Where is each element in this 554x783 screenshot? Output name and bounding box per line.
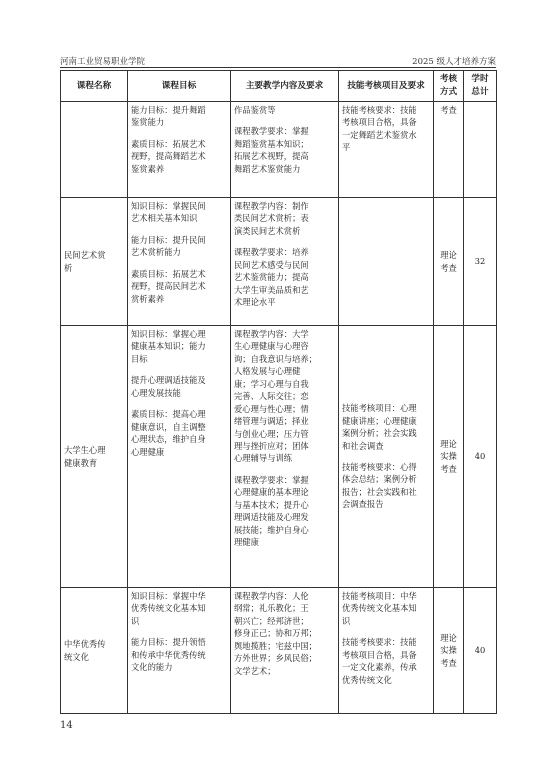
teaching-content-line: 类民间艺术赏析；表	[234, 213, 309, 224]
page-number: 14	[60, 720, 73, 731]
course-goal-line: 目标	[131, 353, 148, 364]
header-method-line: 方式	[439, 87, 458, 97]
course-name-cell	[61, 102, 128, 198]
skill-assessment-line: 技能考核要求：技能	[342, 637, 417, 648]
course-goal-line: 鉴赏素养	[131, 163, 165, 174]
course-goal-line: 能力目标：提升民间	[131, 234, 206, 245]
total-hours-cell: 40	[464, 326, 497, 588]
teaching-content-line: 展技能；维护自身心	[234, 524, 309, 535]
header-rule	[60, 67, 496, 68]
teaching-content-line: 舆地揽胜；宅兹中国；	[234, 640, 317, 651]
table-row	[61, 588, 497, 714]
teaching-content-line: 课程教学要求：掌握	[234, 126, 309, 137]
skill-assessment-cell	[339, 198, 434, 326]
teaching-content-line: 方外世界；乡风民俗；	[234, 653, 317, 664]
header-course-name: 课程名称	[61, 71, 128, 102]
cell-paragraph	[131, 374, 227, 399]
skill-assessment-line: 健康讲座；心理健康	[342, 415, 417, 426]
cell-paragraph	[234, 200, 335, 237]
assessment-method-line: 考查	[440, 657, 457, 668]
course-name-line: 民间艺术赏	[64, 250, 106, 261]
course-name-line: 大学生心理	[64, 445, 106, 456]
teaching-content-line: 术理论水平	[234, 297, 276, 308]
course-goal-line: 和传承中华优秀传统	[131, 649, 206, 660]
course-name-cell	[61, 588, 128, 714]
course-goal-line: 能力目标：提升舞蹈	[131, 105, 206, 115]
cell-paragraph	[234, 125, 335, 175]
header-hours-line: 总计	[471, 87, 489, 97]
course-table	[60, 70, 497, 714]
table-row	[61, 326, 497, 588]
teaching-content-line: 舞蹈鉴赏基本知识；	[234, 138, 309, 149]
course-goal-line: 鉴赏能力	[131, 117, 165, 128]
course-name-cell	[61, 198, 128, 326]
assessment-method-cell	[434, 326, 464, 588]
teaching-content-line: 绪管理与调适；择业	[234, 416, 309, 427]
teaching-content-line: 课程教学内容：人伦	[234, 591, 309, 601]
skill-assessment-line: 平	[342, 142, 351, 153]
skill-assessment-line: 考核项目合格，具备	[342, 649, 417, 660]
teaching-content-line: 完善、人际交往；恋	[234, 391, 309, 402]
table-header-row	[61, 71, 497, 102]
header-hours-line: 学时	[471, 74, 489, 85]
skill-assessment-line: 会调查报告	[342, 499, 384, 510]
assessment-method-line: 理论	[440, 632, 457, 643]
course-goal-line: 视野，提高舞蹈艺术	[131, 151, 206, 162]
course-goal-line: 知识目标：掌握民间	[131, 201, 206, 211]
skill-assessment-line: 考核项目合格，具备	[342, 117, 417, 128]
cell-paragraph	[131, 328, 227, 365]
header-document-title: 2025 级人才培养方案	[412, 57, 496, 67]
assessment-method-line: 考查	[440, 105, 457, 115]
total-hours-cell: 32	[464, 198, 497, 326]
skill-assessment-line: 一定文化素养，传承	[342, 662, 417, 673]
skill-assessment-line: 优秀传统文化	[342, 674, 392, 685]
table-row	[61, 198, 497, 326]
course-goal-line: 素质目标：拓展艺术	[131, 268, 206, 279]
cell-paragraph	[342, 104, 430, 154]
cell-paragraph	[131, 138, 227, 175]
cell-paragraph	[342, 461, 430, 511]
teaching-content-line: 理与挫折应对；团体	[234, 440, 309, 451]
header-main-content: 主要教学内容及要求	[231, 71, 339, 102]
skill-assessment-line: 技能考核项目：心理	[342, 403, 417, 414]
cell-paragraph	[131, 408, 227, 458]
teaching-content-line: 爱心理与性心理；情	[234, 403, 309, 414]
assessment-method-line: 实操	[440, 645, 457, 656]
skill-assessment-line: 和社会调查	[342, 440, 384, 451]
skill-assessment-cell	[339, 326, 434, 588]
teaching-content-line: 与基本技术；提升心	[234, 499, 309, 510]
teaching-content-line: 生心理健康与心理咨	[234, 341, 309, 352]
skill-assessment-line: 体会总结；案例分析	[342, 474, 417, 485]
teaching-content-cell	[231, 588, 339, 714]
header-method-line: 考核	[439, 74, 458, 85]
course-goal-cell	[128, 198, 231, 326]
course-goal-cell	[128, 102, 231, 198]
teaching-content-line: 朝兴亡；经邦济世；	[234, 615, 309, 626]
teaching-content-line: 艺术鉴赏能力；提高	[234, 272, 309, 283]
header-skill-assessment: 技能考核项目及要求	[339, 71, 434, 102]
teaching-content-line: 康；学习心理与自我	[234, 378, 309, 389]
course-goal-line: 提升心理调适技能及	[131, 375, 206, 386]
teaching-content-line: 修身正己；协和万邦；	[234, 628, 317, 639]
skill-assessment-line: 一定舞蹈艺术鉴赏水	[342, 129, 417, 140]
course-name-line: 健康教育	[64, 457, 98, 468]
teaching-content-line: 人格发展与心理健	[234, 366, 301, 377]
total-hours-cell	[464, 102, 497, 198]
assessment-method-cell	[434, 588, 464, 714]
teaching-content-line: 纲常；礼乐教化；王	[234, 603, 309, 614]
course-name-line: 析	[64, 262, 73, 273]
cell-paragraph	[234, 328, 335, 465]
cell-paragraph	[131, 590, 227, 627]
course-goal-line: 素质目标：拓展艺术	[131, 138, 206, 149]
course-goal-line: 知识目标：掌握心理	[131, 329, 206, 339]
course-goal-cell	[128, 326, 231, 588]
course-name-line: 中华优秀传	[64, 639, 106, 650]
assessment-method-cell	[434, 198, 464, 326]
skill-assessment-line: 技能考核要求：技能	[342, 105, 417, 115]
course-goal-cell	[128, 588, 231, 714]
cell-paragraph	[234, 246, 335, 308]
cell-paragraph	[131, 268, 227, 305]
cell-paragraph	[131, 200, 227, 225]
cell-paragraph	[342, 402, 430, 452]
course-goal-line: 优秀传统文化基本知	[131, 603, 206, 614]
skill-assessment-line: 技能考核要求：心得	[342, 462, 417, 472]
course-goal-line: 知识目标：掌握中华	[131, 591, 206, 601]
teaching-content-line: 舞蹈艺术鉴赏能力	[234, 163, 301, 174]
course-goal-line: 赏析素养	[131, 293, 165, 304]
course-goal-line: 健康意识，自主调整	[131, 421, 206, 432]
teaching-content-line: 心理辅导与训练	[234, 453, 293, 464]
skill-assessment-cell	[339, 102, 434, 198]
skill-assessment-cell	[339, 588, 434, 714]
course-goal-line: 识	[131, 615, 140, 626]
cell-paragraph	[131, 636, 227, 673]
assessment-method-cell	[434, 102, 464, 198]
teaching-content-line: 大学生审美品质和艺	[234, 284, 309, 295]
teaching-content-cell	[231, 198, 339, 326]
course-goal-line: 艺术相关基本知识	[131, 213, 198, 224]
skill-assessment-line: 识	[342, 615, 351, 626]
teaching-content-line: 作品鉴赏等	[234, 105, 276, 115]
assessment-method-line: 考查	[440, 262, 457, 273]
cell-paragraph	[131, 234, 227, 259]
header-total-hours	[464, 71, 497, 102]
skill-assessment-line: 报告；社会实践和社	[342, 486, 417, 497]
header-school-name: 河南工业贸易职业学院	[60, 57, 146, 67]
course-goal-line: 艺术赏析能力	[131, 247, 181, 258]
teaching-content-line: 课程教学内容：大学	[234, 329, 309, 339]
course-goal-line: 能力目标：提升领悟	[131, 637, 206, 648]
teaching-content-line: 民间艺术感受与民间	[234, 259, 309, 270]
cell-paragraph	[342, 636, 430, 686]
assessment-method-line: 实操	[440, 451, 457, 462]
skill-assessment-line: 优秀传统文化基本知	[342, 603, 417, 614]
course-name-cell	[61, 326, 128, 588]
skill-assessment-line: 案例分析；社会实践	[342, 428, 417, 439]
assessment-method-line: 理论	[440, 250, 457, 261]
teaching-content-line: 文学艺术；	[234, 665, 276, 676]
teaching-content-line: 理调适技能及心理发	[234, 512, 309, 523]
course-goal-line: 视野，提高民间艺术	[131, 281, 206, 292]
teaching-content-line: 与创业心理；压力管	[234, 428, 309, 439]
teaching-content-line: 理健康	[234, 537, 259, 547]
teaching-content-line: 拓展艺术视野，提高	[234, 151, 309, 162]
header-assessment-method	[434, 71, 464, 102]
assessment-method-line: 理论	[440, 438, 457, 449]
teaching-content-line: 询；自我意识与培养；	[234, 353, 317, 364]
cell-paragraph	[234, 104, 335, 116]
course-goal-line: 素质目标：提高心理	[131, 409, 206, 420]
course-name-line: 统文化	[64, 651, 89, 662]
cell-paragraph	[131, 104, 227, 129]
assessment-method-line: 考查	[440, 463, 457, 474]
teaching-content-cell	[231, 102, 339, 198]
course-goal-line: 心理健康	[131, 446, 165, 457]
skill-assessment-line: 技能考核项目：中华	[342, 591, 417, 601]
course-goal-line: 健康基本知识；能力	[131, 341, 206, 352]
cell-paragraph	[234, 590, 335, 677]
teaching-content-line: 演类民间艺术赏析	[234, 225, 301, 236]
cell-paragraph	[234, 474, 335, 549]
table-row	[61, 102, 497, 198]
course-goal-line: 心理发展技能	[131, 387, 181, 398]
total-hours-cell: 40	[464, 588, 497, 714]
teaching-content-cell	[231, 326, 339, 588]
course-goal-line: 心理状态，维护自身	[131, 434, 206, 445]
teaching-content-line: 课程教学要求：培养	[234, 247, 309, 258]
cell-paragraph	[342, 590, 430, 627]
course-goal-line: 文化的能力	[131, 662, 173, 673]
teaching-content-line: 心理健康的基本理论	[234, 487, 309, 498]
teaching-content-line: 课程教学要求：掌握	[234, 474, 309, 485]
header-course-goal: 课程目标	[128, 71, 231, 102]
teaching-content-line: 课程教学内容：制作	[234, 201, 309, 211]
